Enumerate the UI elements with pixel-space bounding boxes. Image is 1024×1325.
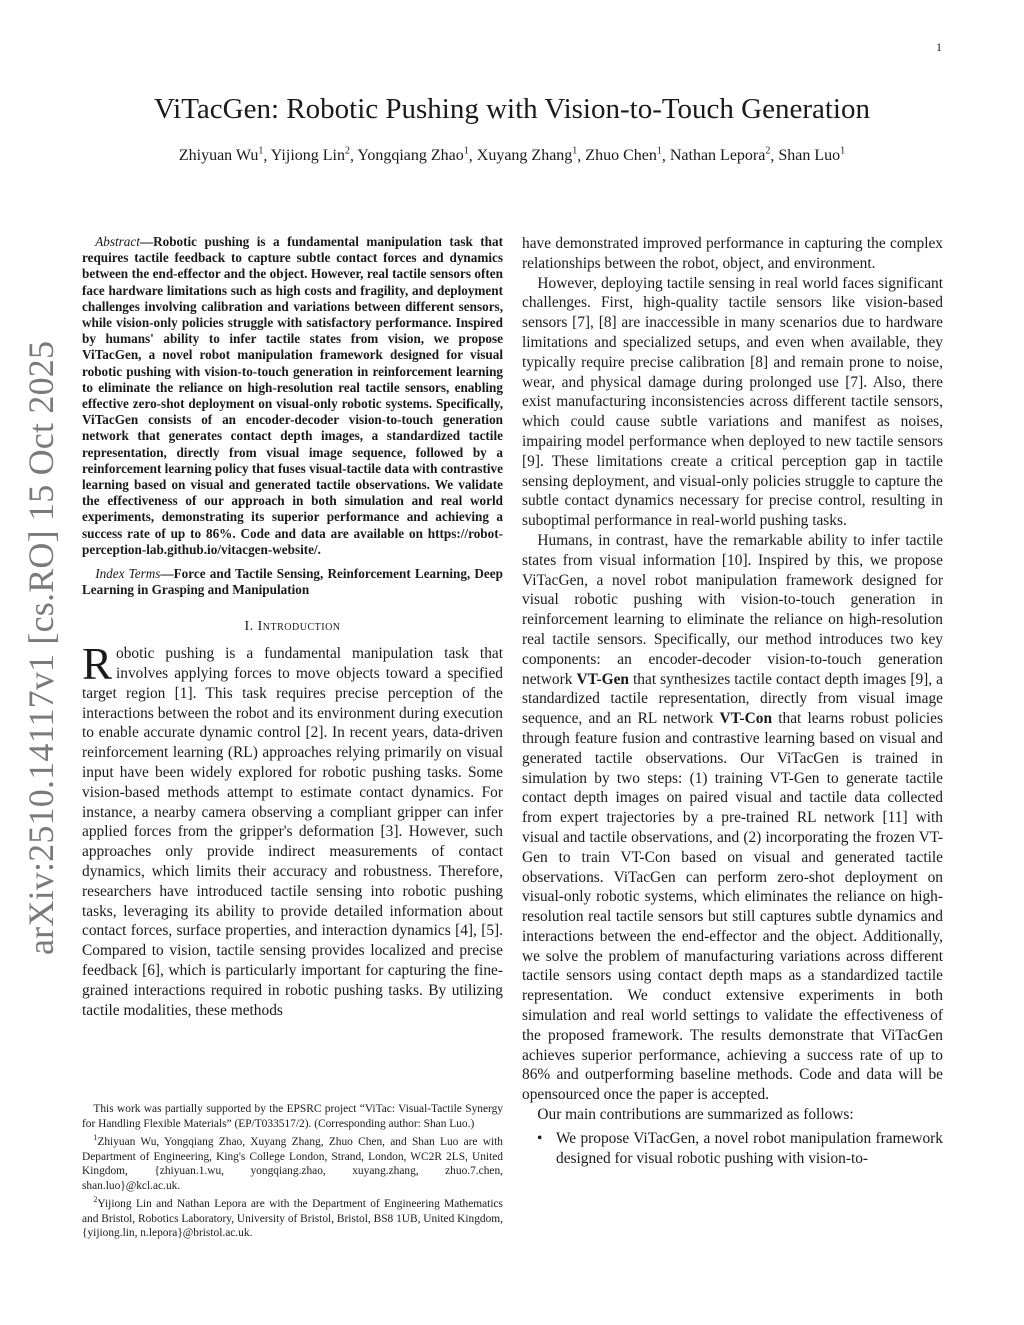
bullet-icon: • [537,1129,543,1147]
left-column [82,234,503,1020]
abstract-text: —Robotic pushing is a fundamental manipulation task that requires tactile feedback to capture subtle contact forces and dynamics between the end-effector and the object. However, real tactile sensors often face hardware limitations such as high costs and fragility, and deployment challenges involving calibration and variations between different sensors, while vision-only policies struggle with satisfactory performance. Inspired by humans' ability to infer tactile states from vision, we propose ViTacGen, a novel robot manipulation framework designed for visual robotic pushing with vision-to-touch generation in reinforcement learning to eliminate the reliance on high-resolution real tactile sensors, enabling effective zero-shot deployment on visual-only robotic systems. Specifically, ViTacGen consists of an encoder-decoder vision-to-touch generation network that generates contact depth images, a standardized tactile representation, directly from visual image sequence, followed by a reinforcement learning policy that fuses visual-tactile data with contrastive learning based on visual and generated tactile observations. We validate the effectiveness of our approach in both simulation and real world experiments, demonstrating its superior performance and achieving a success rate of up to 86%. Code and data are available on https://robot-perception-lab.github.io/vitacgen-website/. [82,234,503,557]
footnote-affiliation-2: $^2$Yijiong Lin and Nathan Lepora are with the Department of Engineering Mathematics and Bristol, Robotics Laboratory, University of Bristol, Bristol, BS8 1UB, United Kingdom, {yijiong.lin, n.lepora}@bristol.ac.uk. [82,1195,504,1240]
drop-cap: R [82,639,113,690]
abstract [82,234,503,558]
abstract-label: Abstract [95,234,140,249]
vt-gen-term: VT-Gen [576,670,629,688]
list-item: • We propose ViTacGen, a novel robot manipulation framework designed for visual robotic pushing with vision-to- [537,1129,943,1167]
paragraph-challenges: However, deploying tactile sensing in real world faces significant challenges. First, high-quality tactile sensors like vision-based sensors [7], [8] are inaccessible in many scenarios due to hardware limitations and specialized setups, and even when available, they typically require precise calibration [8] and remain prone to noise, wear, and physical damage during prolonged use [7]. Also, there exist manufacturing inconsistencies across different tactile sensors, which could cause subtle variations and manifest as noises, impairing model performance when deployed to new tactile sensors [9]. These limitations create a critical perception gap in tactile sensing deployment, and visual-only policies struggle to capture the subtle contact dynamics necessary for precise control, resulting in suboptimal performance in real-world pushing tasks. [522,274,943,530]
paper-title: ViTacGen: Robotic Pushing with Vision-to-Touch Generation [153,93,870,125]
author: Zhuo Chen$^1$ [585,146,662,165]
author: Nathan Lepora$^2$ [669,146,771,165]
right-column [522,234,943,1168]
arxiv-watermark: arXiv:2510.14117v1 [cs.RO] 15 Oct 2025 [21,340,61,955]
vt-con-term: VT-Con [719,710,773,728]
intro-paragraph-text: obotic pushing is a fundamental manipulation task that involves applying forces to move objects toward a specified target region [1]. This task requires precise perception of the interactions between the robot and its environment during execution to enable accurate dynamic control [2]. In recent years, data-driven reinforcement learning (RL) approaches relying primarily on visual input have been widely explored for robotic pushing tasks. Some vision-based methods attempt to estimate contact dynamics. For instance, a nearby camera observing a compliant gripper can infer applied forces from the gripper's deformation [3]. However, such approaches only provide indirect measurements of contact dynamics, which limits their accuracy and robustness. Therefore, researchers have introduced tactile sensing into robotic pushing tasks, leveraging its ability to provide detailed information about contact forces, surface properties, and interaction dynamics [4], [5]. Compared to vision, tactile sensing provides localized and precise feedback [6], which is particularly important for capturing the fine-grained interactions required in robotic pushing tasks. By utilizing tactile modalities, these methods [82,645,503,1019]
section-heading-introduction: I. Introduction [244,619,341,635]
paragraph-method: Humans, in contrast, have the remarkable ability to infer tactile states from visual information [10]. Inspired by this, we propose ViTacGen, a novel robot manipulation framework designed for visual robotic pushing with vision-to-touch generation in reinforcement learning to eliminate the reliance on high-resolution real tactile sensors. Specifically, our method introduces two key components: an encoder-decoder vision-to-touch generation network VT-Gen that synthesizes tactile contact depth images [9], a standardized tactile representation, directly from visual image sequence, and an RL network VT-Con that learns robust policies through feature fusion and contrastive learning based on visual and generated tactile observations. Our ViTacGen is trained in simulation by two steps: (1) training VT-Gen to generate tactile contact depth images on paired visual and tactile data collected from expert trajectories by a pre-trained RL network [11] with visual and tactile observations, and (2) incorporating the frozen VT-Gen to train VT-Con based on visual and generated tactile observations. ViTacGen can perform zero-shot deployment on visual-only robotic systems, which eliminates the reliance on high-resolution real tactile sensors but still captures subtle dynamics and interactions between the end-effector and the object. Additionally, we solve the problem of manufacturing variations across different tactile sensors using contact depth maps as a standardized tactile representation. We conduct extensive experiments in both simulation and real world settings to validate the effectiveness of the proposed framework. The results demonstrate that ViTacGen achieves superior performance, achieving a success rate of up to 86% and outperforming baseline methods. Code and data will be opensourced once the paper is accepted. [522,531,944,1104]
page-number: 1 [936,40,942,54]
index-terms-text: —Force and Tactile Sensing, Reinforcement Learning, Deep Learning in Grasping and Manipulation [82,566,503,598]
author: Zhiyuan Wu$^1$ [178,146,264,165]
footnote-affiliation-1: $^1$Zhiyuan Wu, Yongqiang Zhao, Xuyang Zhang, Zhuo Chen, and Shan Luo are with Department of Engineering, King's College London, Strand, London, WC2R 2LS, United Kingdom, {zhiyuan.1.wu, yongqiang.zhao, xuyang.zhang, zhuo.7.chen, shan.luo}@kcl.ac.uk. [82,1133,503,1192]
paragraph-continuation: have demonstrated improved performance in capturing the complex relationships between the robot, object, and environment. [522,235,943,272]
footnote-funding: This work was partially supported by the EPSRC project “ViTac: Visual-Tactile Synergy for Handling Flexible Materials” (EP/T033517/2). (Corresponding author: Shan Luo.) [82,1103,503,1130]
intro-paragraph [82,639,503,1020]
contributions-list [522,1129,943,1169]
index-terms [82,566,503,598]
author: Yijiong Lin$^2$ [270,146,350,165]
index-terms-label: Index Terms [95,566,161,582]
footnotes [82,1102,503,1241]
paragraph-contributions-intro: Our main contributions are summarized as follows: [537,1106,854,1124]
author: Xuyang Zhang$^1$ [476,146,578,165]
author-list: Zhiyuan Wu$^1$, Yijiong Lin$^2$, Yongqiang Zhao$^1$, Xuyang Zhang$^1$, Zhuo Chen$^1$, Nathan Lepora$^2$, Shan Luo$^1$ [178,146,846,165]
author: Shan Luo$^1$ [778,146,846,165]
author: Yongqiang Zhao$^1$ [357,146,469,165]
